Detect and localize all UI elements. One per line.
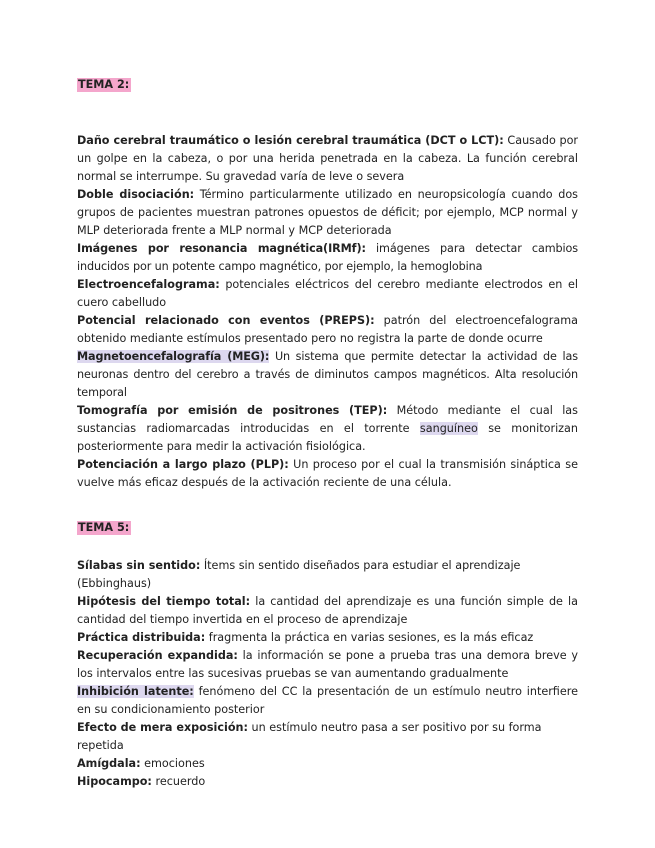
definition-text: Término particularmente utilizado en neuropsicología cuando dos grupos de pacientes muestran patrones opuestos de déficit; por ejemplo, MCP normal y MLP deteriorada frente a MLP normal y MCP deteriorada (77, 188, 578, 237)
definition-meg (77, 348, 578, 402)
definition-hipotesis-tiempo (77, 593, 578, 629)
definition-preps (77, 312, 578, 348)
term-label: Sílabas sin sentido: (77, 559, 201, 572)
definition-text: la cantidad del aprendizaje es una función simple de la cantidad del tiempo invertida en el proceso de aprendizaje (77, 595, 578, 626)
definition-text: Un sistema que permite detectar la actividad de las neuronas dentro del cerebro a través de diminutos campos magnéticos. Alta resolución temporal (77, 350, 578, 399)
term-label: Potenciación a largo plazo (PLP): (77, 458, 289, 471)
term-label: Doble disociación: (77, 188, 195, 201)
term-label: Hipocampo: (77, 775, 152, 788)
term-label: Hipótesis del tiempo total: (77, 595, 251, 608)
definition-hipocampo (77, 773, 578, 791)
section-tema-2 (77, 132, 578, 492)
term-label: Efecto de mera exposición: (77, 721, 248, 734)
definition-doble-disociacion (77, 186, 578, 240)
definition-electroencefalograma (77, 276, 578, 312)
definition-text: la información se pone a prueba tras una demora breve y los intervalos entre las sucesivas pruebas se van aumentando gradualmente (77, 649, 578, 680)
definition-text: Ítems sin sentido diseñados para estudiar el aprendizaje (Ebbinghaus) (77, 559, 521, 590)
definition-text: Causado por un golpe en la cabeza, o por una herida penetrada en la cabeza. La función cerebral normal se interrumpe. Su gravedad varía de leve o severa (77, 134, 579, 183)
definition-text: un estímulo neutro pasa a ser positivo por su forma repetida (77, 721, 542, 752)
definition-inhibicion-latente (77, 683, 578, 719)
term-label: Potencial relacionado con eventos (PREPS): (77, 314, 375, 327)
definition-text: potenciales eléctricos del cerebro mediante electrodos en el cuero cabelludo (77, 278, 578, 309)
section-tema-5 (77, 557, 578, 791)
term-label: Daño cerebral traumático o lesión cerebral traumática (DCT o LCT): (77, 134, 504, 147)
term-label: Electroencefalograma: (77, 278, 220, 291)
definition-text: Un proceso por el cual la transmisión sináptica se vuelve más eficaz después de la activación reciente de una célula. (77, 458, 578, 489)
definition-recuperacion-expandida (77, 647, 578, 683)
term-label: Inhibición latente: (77, 685, 194, 698)
term-label: Tomografía por emisión de positrones (TEP): (77, 404, 388, 417)
definition-text: imágenes para detectar cambios inducidos por un potente campo magnético, por ejemplo, la hemoglobina (77, 242, 578, 273)
definition-text: emociones (140, 757, 205, 770)
definition-irmf (77, 240, 578, 276)
section-heading-tema-5 (77, 519, 131, 537)
definition-tep (77, 402, 578, 456)
definition-plp (77, 456, 578, 492)
definition-dct (77, 132, 578, 186)
term-label: Práctica distribuida: (77, 631, 206, 644)
definition-text: se monitorizan posteriormente para medir la activación fisiológica. (77, 422, 578, 453)
definition-silabas (77, 557, 578, 593)
definition-text: Método mediante el cual las sustancias radiomarcadas introducidas en el torrente (77, 404, 578, 435)
definition-mera-exposicion (77, 719, 578, 755)
heading-highlight: TEMA 5: (78, 521, 130, 534)
definition-text: patrón del electroencefalograma obtenido mediante estímulos presentado pero no registra la parte de donde ocurre (77, 314, 578, 345)
heading-highlight: TEMA 2: (78, 78, 130, 91)
definition-text: recuerdo (151, 775, 206, 788)
term-label: Amígdala: (77, 757, 141, 770)
term-label: Recuperación expandida: (77, 649, 238, 662)
definition-practica-distribuida (77, 629, 578, 647)
highlighted-word: sanguíneo (419, 422, 478, 435)
term-label: Imágenes por resonancia magnética(IRMf): (77, 242, 366, 255)
definition-text: fenómeno del CC la presentación de un estímulo neutro interfiere en su condicionamiento posterior (77, 685, 578, 716)
term-label: Magnetoencefalografía (MEG): (77, 350, 270, 363)
definition-amigdala (77, 755, 578, 773)
section-heading-tema-2 (77, 76, 131, 94)
definition-text: fragmenta la práctica en varias sesiones, es la más eficaz (205, 631, 534, 644)
